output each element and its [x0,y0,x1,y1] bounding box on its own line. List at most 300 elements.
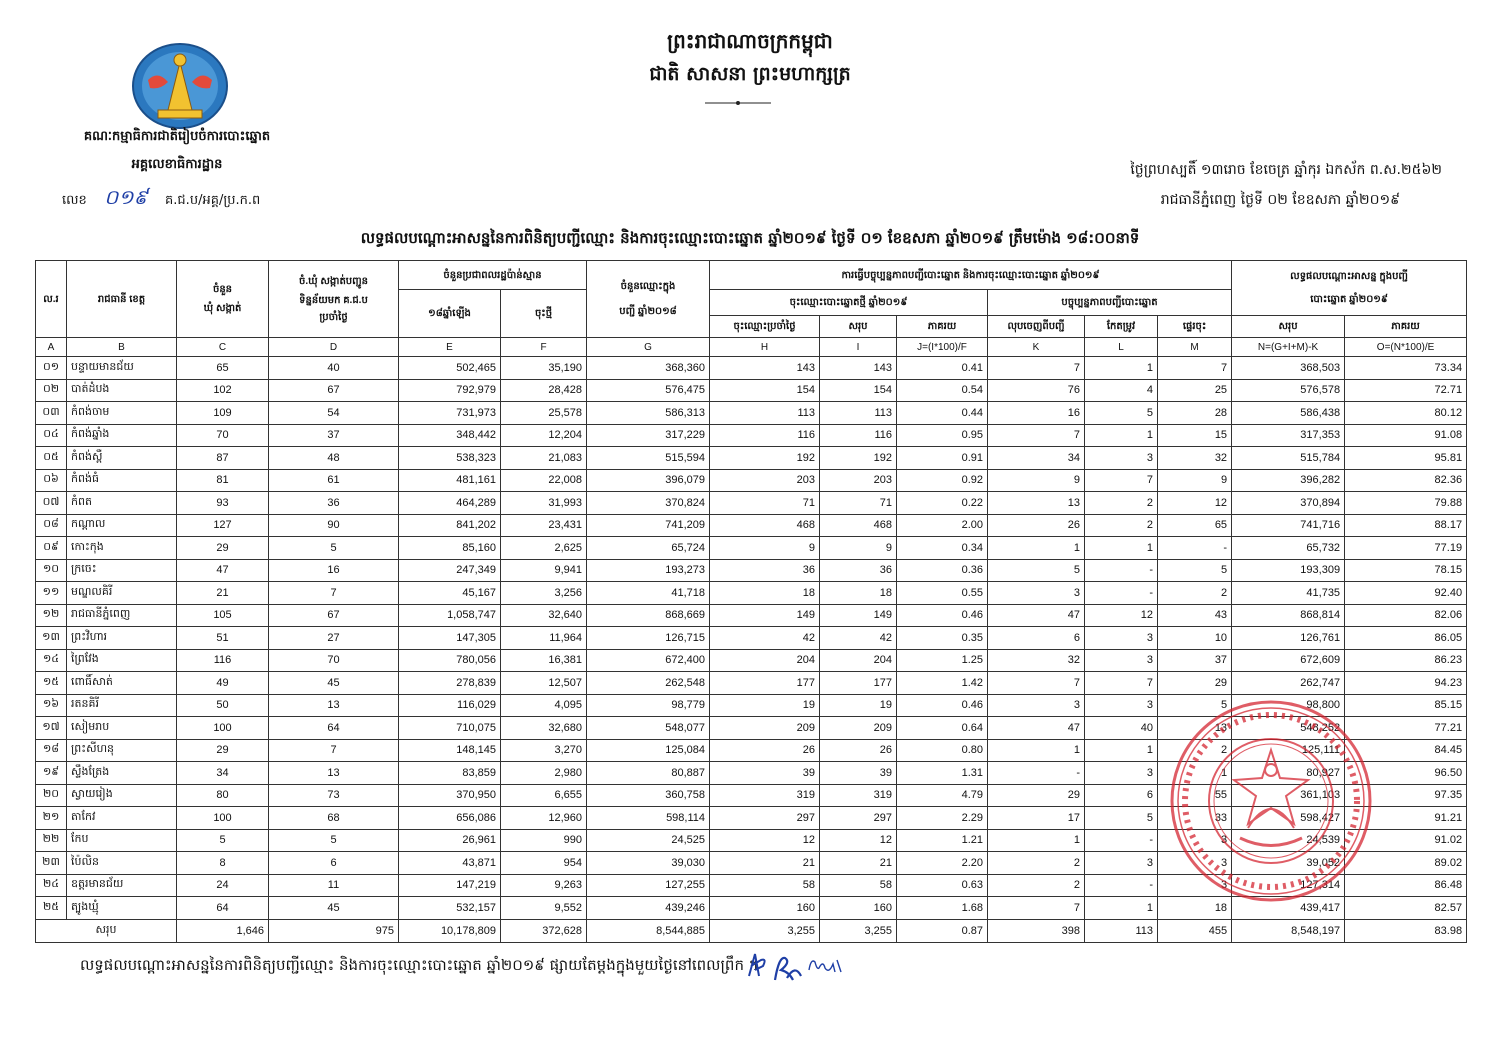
cell-corrected: 3 [1085,852,1158,875]
cell-registered-daily: 12 [710,829,820,852]
table-row [36,784,1467,807]
cell-deleted-from-list: 3 [988,694,1085,717]
cell-corrected: 3 [1085,447,1158,470]
cell-corrected: 1 [1085,537,1158,560]
cell-provisional-percent: 86.05 [1345,627,1467,650]
cell-provisional-percent: 97.35 [1345,784,1467,807]
cell-row-number: ០៧ [36,492,67,515]
total-communes-reported: 975 [269,919,399,942]
cell-provisional-total: 396,282 [1232,469,1345,492]
cell-names-2018: 672,400 [587,649,710,672]
header-transferred: ផ្ទេរចុះ [1158,316,1232,338]
cell-deleted-from-list: 1 [988,739,1085,762]
cell-communes-reported: 40 [269,357,399,380]
cell-names-2018: 396,079 [587,469,710,492]
cell-registered-daily: 209 [710,717,820,740]
cell-names-2018: 262,548 [587,672,710,695]
cell-deleted-from-list: 2 [988,874,1085,897]
cell-names-2018: 41,718 [587,582,710,605]
cell-transferred-in: 3 [1158,829,1232,852]
table-row [36,897,1467,920]
cell-population-18-plus: 43,871 [399,852,501,875]
table-row [36,852,1467,875]
cell-registered-total: 116 [820,424,897,447]
cell-population-18-plus: 26,961 [399,829,501,852]
cell-communes-count: 50 [177,694,269,717]
cell-population-18-plus: 45,167 [399,582,501,605]
column-letter: E [399,338,501,357]
cell-communes-reported: 36 [269,492,399,515]
cell-deleted-from-list: - [988,762,1085,785]
cell-communes-count: 102 [177,379,269,402]
cell-communes-count: 49 [177,672,269,695]
header-communes-reported [269,261,399,338]
cell-registered-percent: 0.80 [897,739,988,762]
cell-communes-count: 87 [177,447,269,470]
cell-row-number: ១៤ [36,649,67,672]
total-communes-count: 1,646 [177,919,269,942]
table-row [36,402,1467,425]
cell-transferred-in: 13 [1158,717,1232,740]
cell-population-new: 12,204 [501,424,587,447]
cell-registered-total: 192 [820,447,897,470]
cell-registered-daily: 204 [710,649,820,672]
cell-communes-reported: 27 [269,627,399,650]
cell-registered-percent: 0.46 [897,694,988,717]
cell-population-new: 4,095 [501,694,587,717]
header-corrected: កែតម្រូវ [1085,316,1158,338]
cell-population-18-plus: 348,442 [399,424,501,447]
cell-population-new: 32,640 [501,604,587,627]
table-row [36,559,1467,582]
cell-population-new: 23,431 [501,514,587,537]
cell-deleted-from-list: 1 [988,829,1085,852]
cell-province-name: កំពង់ស្ពឺ [67,447,177,470]
table-row [36,649,1467,672]
cell-communes-count: 5 [177,829,269,852]
cell-population-new: 25,578 [501,402,587,425]
table-row [36,582,1467,605]
cell-provisional-percent: 78.15 [1345,559,1467,582]
cell-deleted-from-list: 7 [988,672,1085,695]
cell-registered-percent: 1.25 [897,649,988,672]
table-row [36,672,1467,695]
column-letter: H [710,338,820,357]
cell-population-new: 22,008 [501,469,587,492]
table-row [36,807,1467,830]
table-row [36,694,1467,717]
cell-communes-reported: 7 [269,582,399,605]
cell-registered-percent: 0.46 [897,604,988,627]
cell-row-number: ០១ [36,357,67,380]
cell-province-name: កំពង់ធំ [67,469,177,492]
cell-registered-percent: 0.95 [897,424,988,447]
cell-communes-reported: 13 [269,694,399,717]
cell-names-2018: 125,084 [587,739,710,762]
column-letter: G [587,338,710,357]
table-row [36,514,1467,537]
cell-provisional-total: 80,927 [1232,762,1345,785]
cell-population-new: 954 [501,852,587,875]
cell-row-number: ០៩ [36,537,67,560]
cell-registered-total: 154 [820,379,897,402]
cell-provisional-percent: 73.34 [1345,357,1467,380]
cell-population-new: 12,960 [501,807,587,830]
cell-population-18-plus: 464,289 [399,492,501,515]
cell-communes-count: 47 [177,559,269,582]
table-row [36,379,1467,402]
cell-communes-count: 109 [177,402,269,425]
cell-population-18-plus: 502,465 [399,357,501,380]
header-result [1232,261,1467,316]
header-result-line1: លទ្ធផលបណ្ដោះអាសន្ន ក្នុងបញ្ជី [1290,271,1408,282]
cell-provisional-percent: 92.40 [1345,582,1467,605]
kingdom-heading: ព្រះរាជាណាចក្រកម្ពុជា [667,29,833,53]
cell-population-18-plus: 731,973 [399,402,501,425]
cell-row-number: ០៤ [36,424,67,447]
cell-registered-total: 297 [820,807,897,830]
cell-deleted-from-list: 32 [988,649,1085,672]
cell-registered-percent: 0.92 [897,469,988,492]
cell-registered-percent: 1.31 [897,762,988,785]
cell-transferred-in: 65 [1158,514,1232,537]
cell-names-2018: 548,077 [587,717,710,740]
table-row [36,739,1467,762]
cell-row-number: ០២ [36,379,67,402]
cell-transferred-in: 2 [1158,739,1232,762]
cell-names-2018: 24,525 [587,829,710,852]
organization-name: គណៈកម្មាធិការជាតិរៀបចំការបោះឆ្នោត [83,129,271,144]
cell-row-number: ១៨ [36,739,67,762]
total-registered-daily: 3,255 [710,919,820,942]
cell-registered-percent: 2.29 [897,807,988,830]
total-registered-total: 3,255 [820,919,897,942]
column-letter: C [177,338,269,357]
cell-transferred-in: 43 [1158,604,1232,627]
header-names-line1: ចំនួនឈ្មោះក្នុង [620,281,676,292]
cell-provisional-total: 39,052 [1232,852,1345,875]
column-letter: K [988,338,1085,357]
cell-row-number: ១៣ [36,627,67,650]
cell-registered-daily: 26 [710,739,820,762]
cell-registered-percent: 1.21 [897,829,988,852]
table-row [36,447,1467,470]
cell-registered-daily: 21 [710,852,820,875]
header-communes-line2: ឃុំ សង្កាត់ [203,303,242,314]
cell-province-name: កំពង់ចាម [67,402,177,425]
total-row [36,919,1467,942]
cell-registered-daily: 9 [710,537,820,560]
cell-row-number: ២០ [36,784,67,807]
lunar-date: ថ្ងៃព្រហស្បតិ៍ ១៣រោច ខែចេត្រ ឆ្នាំកុរ ឯកស័ក ព.ស.២៥៦២ [1130,162,1442,178]
cell-corrected: 1 [1085,739,1158,762]
cell-deleted-from-list: 47 [988,604,1085,627]
cell-province-name: មណ្ឌលគិរី [67,582,177,605]
cell-provisional-total: 65,732 [1232,537,1345,560]
cell-communes-count: 127 [177,514,269,537]
cell-province-name: ព្រះវិហារ [67,627,177,650]
cell-transferred-in: 3 [1158,852,1232,875]
cell-row-number: ២២ [36,829,67,852]
cell-deleted-from-list: 76 [988,379,1085,402]
cell-registered-total: 468 [820,514,897,537]
cell-names-2018: 98,779 [587,694,710,717]
cell-corrected: 1 [1085,897,1158,920]
cell-population-18-plus: 278,839 [399,672,501,695]
cell-registered-daily: 192 [710,447,820,470]
cell-registered-daily: 177 [710,672,820,695]
cell-communes-count: 105 [177,604,269,627]
table-row [36,762,1467,785]
header-province: រាជធានី ខេត្ត [67,261,177,338]
cell-corrected: 7 [1085,672,1158,695]
cell-names-2018: 39,030 [587,852,710,875]
cell-deleted-from-list: 3 [988,582,1085,605]
header-deleted: លុបចេញពីបញ្ជី [988,316,1085,338]
header-list-update: បច្ចុប្បន្នភាពបញ្ជីបោះឆ្នោត [988,290,1232,316]
cell-province-name: កំពត [67,492,177,515]
cell-registered-daily: 143 [710,357,820,380]
cell-deleted-from-list: 17 [988,807,1085,830]
cell-corrected: 12 [1085,604,1158,627]
cell-province-name: រតនគិរី [67,694,177,717]
cell-provisional-total: 98,800 [1232,694,1345,717]
cell-registered-percent: 0.36 [897,559,988,582]
cell-communes-reported: 37 [269,424,399,447]
column-letter: B [67,338,177,357]
cell-population-new: 28,428 [501,379,587,402]
cell-registered-total: 203 [820,469,897,492]
cell-population-18-plus: 147,219 [399,874,501,897]
cell-names-2018: 586,313 [587,402,710,425]
cell-names-2018: 368,360 [587,357,710,380]
cell-provisional-total: 126,761 [1232,627,1345,650]
cell-registered-percent: 2.20 [897,852,988,875]
cell-corrected: 2 [1085,492,1158,515]
cell-transferred-in: 2 [1158,582,1232,605]
cell-population-18-plus: 116,029 [399,694,501,717]
cell-provisional-percent: 82.06 [1345,604,1467,627]
column-letter: L [1085,338,1158,357]
cell-registered-percent: 0.63 [897,874,988,897]
cell-names-2018: 868,669 [587,604,710,627]
cell-names-2018: 515,594 [587,447,710,470]
cell-provisional-total: 515,784 [1232,447,1345,470]
header-percent: ភាគរយ [897,316,988,338]
cell-registered-daily: 39 [710,762,820,785]
cell-provisional-percent: 91.02 [1345,829,1467,852]
cell-row-number: ១២ [36,604,67,627]
solar-date: រាជធានីភ្នំពេញ ថ្ងៃទី ០២ ខែឧសភា ឆ្នាំ២០១៩ [1160,192,1400,208]
cell-transferred-in: 29 [1158,672,1232,695]
cell-provisional-percent: 96.50 [1345,762,1467,785]
cell-corrected: 3 [1085,627,1158,650]
header-population-18-plus: ១៨ឆ្នាំឡើង [399,290,501,338]
cell-provisional-percent: 80.12 [1345,402,1467,425]
cell-row-number: ០៦ [36,469,67,492]
cell-registered-total: 19 [820,694,897,717]
cell-population-new: 2,625 [501,537,587,560]
cell-province-name: ឧត្ដរមានជ័យ [67,874,177,897]
cell-communes-reported: 70 [269,649,399,672]
cell-deleted-from-list: 2 [988,852,1085,875]
cell-communes-count: 51 [177,627,269,650]
column-letter: O=(N*100)/E [1345,338,1467,357]
department-name: អគ្គលេខាធិការដ្ឋាន [131,157,223,172]
cell-registered-daily: 468 [710,514,820,537]
cell-transferred-in: 5 [1158,694,1232,717]
cell-population-new: 9,552 [501,897,587,920]
cell-registered-daily: 113 [710,402,820,425]
cell-registered-daily: 154 [710,379,820,402]
cell-corrected: 3 [1085,762,1158,785]
cell-corrected: 5 [1085,807,1158,830]
cell-registered-total: 26 [820,739,897,762]
cell-corrected: 5 [1085,402,1158,425]
cell-provisional-percent: 72.71 [1345,379,1467,402]
cell-transferred-in: 12 [1158,492,1232,515]
cell-transferred-in: 10 [1158,627,1232,650]
cell-communes-count: 24 [177,874,269,897]
cell-registered-daily: 160 [710,897,820,920]
cell-communes-count: 93 [177,492,269,515]
voter-registration-table [35,260,1467,943]
cell-population-18-plus: 85,160 [399,537,501,560]
cell-registered-percent: 0.22 [897,492,988,515]
cell-population-18-plus: 780,056 [399,649,501,672]
cell-deleted-from-list: 7 [988,424,1085,447]
cell-provisional-total: 368,503 [1232,357,1345,380]
total-label: សរុប [36,919,177,942]
cell-population-18-plus: 148,145 [399,739,501,762]
cell-population-new: 12,507 [501,672,587,695]
cell-registered-total: 21 [820,852,897,875]
cell-registered-percent: 0.34 [897,537,988,560]
cell-communes-reported: 68 [269,807,399,830]
total-population-new: 372,628 [501,919,587,942]
cell-transferred-in: 1 [1158,762,1232,785]
cell-communes-count: 80 [177,784,269,807]
cell-communes-reported: 48 [269,447,399,470]
table-row [36,424,1467,447]
cell-deleted-from-list: 5 [988,559,1085,582]
cell-transferred-in: 55 [1158,784,1232,807]
reference-line [62,184,260,214]
cell-provisional-total: 361,103 [1232,784,1345,807]
cell-provisional-percent: 82.36 [1345,469,1467,492]
cell-communes-count: 65 [177,357,269,380]
cell-population-new: 11,964 [501,627,587,650]
cell-population-new: 32,680 [501,717,587,740]
cell-provisional-percent: 84.45 [1345,739,1467,762]
table-row [36,627,1467,650]
ornament-divider [705,100,771,106]
header-total: សរុប [820,316,897,338]
column-letter: J=(I*100)/F [897,338,988,357]
cell-communes-count: 116 [177,649,269,672]
cell-provisional-percent: 82.57 [1345,897,1467,920]
header-result-line2: បោះឆ្នោត ឆ្នាំ២០១៩ [1310,294,1388,305]
table-row [36,492,1467,515]
cell-registered-daily: 58 [710,874,820,897]
cell-communes-reported: 64 [269,717,399,740]
cell-communes-reported: 45 [269,672,399,695]
cell-communes-reported: 61 [269,469,399,492]
cell-transferred-in: 15 [1158,424,1232,447]
cell-registered-total: 143 [820,357,897,380]
cell-row-number: ០៨ [36,514,67,537]
cell-deleted-from-list: 47 [988,717,1085,740]
column-letter: D [269,338,399,357]
cell-registered-total: 42 [820,627,897,650]
header-communes-line1: ចំនួន [212,284,233,295]
header-daily: ចុះឈ្មោះប្រចាំថ្ងៃ [710,316,820,338]
cell-provisional-percent: 88.17 [1345,514,1467,537]
cell-province-name: តាកែវ [67,807,177,830]
cell-names-2018: 741,209 [587,514,710,537]
cell-provisional-percent: 95.81 [1345,447,1467,470]
cell-provisional-total: 598,427 [1232,807,1345,830]
cell-deleted-from-list: 13 [988,492,1085,515]
cell-registered-daily: 319 [710,784,820,807]
column-letter: N=(G+I+M)-K [1232,338,1345,357]
total-registered-percent: 0.87 [897,919,988,942]
cell-population-18-plus: 370,950 [399,784,501,807]
cell-row-number: ១៥ [36,672,67,695]
cell-corrected: 1 [1085,357,1158,380]
cell-row-number: ១៧ [36,717,67,740]
cell-provisional-percent: 89.02 [1345,852,1467,875]
cell-population-18-plus: 147,305 [399,627,501,650]
cell-deleted-from-list: 6 [988,627,1085,650]
cell-corrected: - [1085,582,1158,605]
cell-communes-reported: 13 [269,762,399,785]
cell-provisional-total: 370,894 [1232,492,1345,515]
header-number: ល.រ [36,261,67,338]
cell-registered-total: 36 [820,559,897,582]
cell-registered-total: 204 [820,649,897,672]
cell-deleted-from-list: 9 [988,469,1085,492]
cell-registered-daily: 71 [710,492,820,515]
cell-transferred-in: 32 [1158,447,1232,470]
cell-provisional-total: 125,111 [1232,739,1345,762]
cell-transferred-in: 9 [1158,469,1232,492]
cell-population-new: 3,270 [501,739,587,762]
cell-province-name: បាត់ដំបង [67,379,177,402]
cell-provisional-percent: 86.48 [1345,874,1467,897]
cell-registered-total: 113 [820,402,897,425]
cell-registered-total: 209 [820,717,897,740]
cell-names-2018: 439,246 [587,897,710,920]
cell-province-name: កោះកុង [67,537,177,560]
cell-province-name: រាជធានីភ្នំពេញ [67,604,177,627]
cell-communes-count: 34 [177,762,269,785]
cell-corrected: 40 [1085,717,1158,740]
cell-population-new: 35,190 [501,357,587,380]
nec-logo-emblem [128,40,232,132]
cell-provisional-total: 548,252 [1232,717,1345,740]
table-row [36,469,1467,492]
cell-provisional-total: 127,314 [1232,874,1345,897]
footer-note: លទ្ធផលបណ្ដោះអាសន្ននៃការពិនិត្យបញ្ជីឈ្មោះ និងការចុះឈ្មោះបោះឆ្នោត ឆ្នាំ២០១៩ ផ្សាយតែម្ដងក្នុងមួយថ្ងៃនៅពេលព្រឹក ។ [80,956,759,974]
cell-registered-total: 177 [820,672,897,695]
cell-communes-reported: 67 [269,379,399,402]
cell-communes-reported: 5 [269,537,399,560]
cell-registered-total: 18 [820,582,897,605]
cell-registered-daily: 18 [710,582,820,605]
cell-province-name: សៀមរាប [67,717,177,740]
cell-communes-count: 29 [177,537,269,560]
